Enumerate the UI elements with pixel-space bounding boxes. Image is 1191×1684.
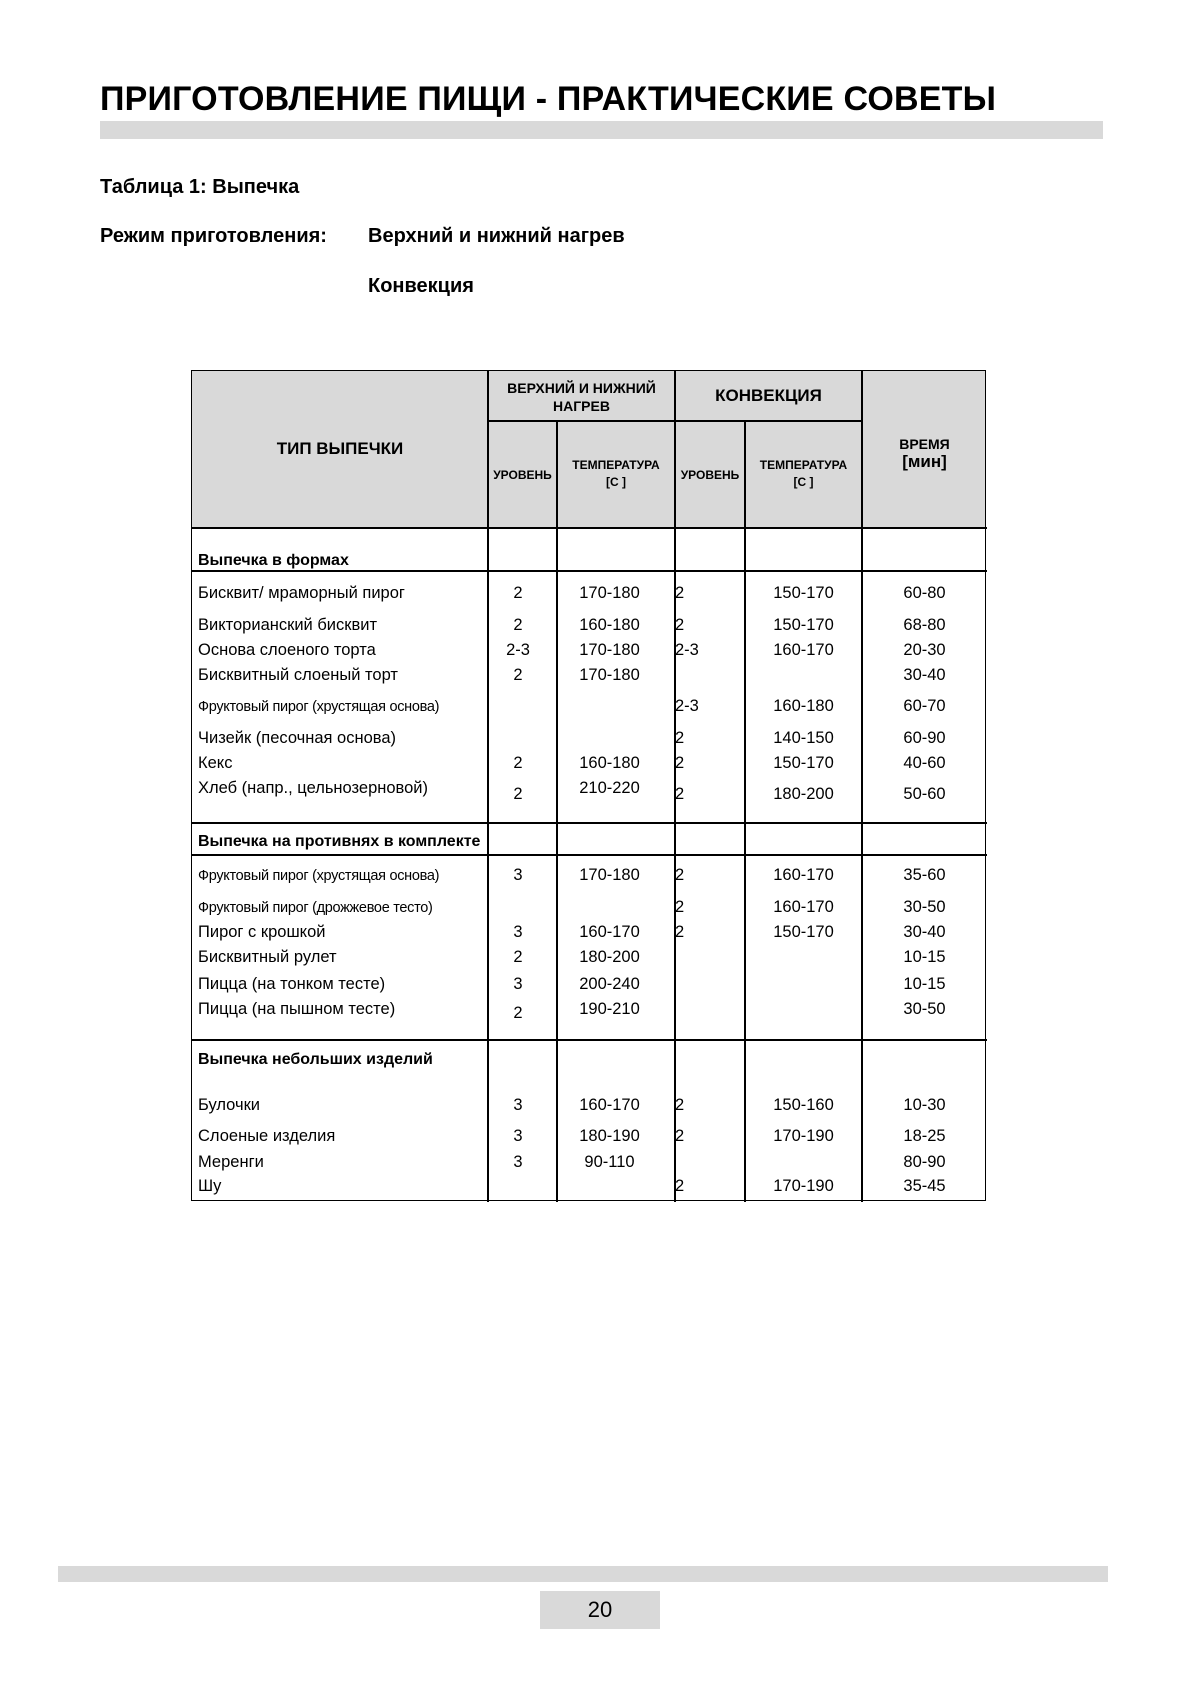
cell-time: 30-40	[903, 923, 946, 941]
cell-name: Булочки	[198, 1096, 261, 1114]
section-title-forms: Выпечка в формах	[198, 552, 349, 569]
cell-temp-convection: 160-170	[773, 866, 834, 884]
cell-level-top-bottom: 3	[513, 923, 523, 941]
cell-temp-convection: 180-200	[773, 785, 834, 803]
header-time	[862, 435, 987, 471]
cell-name: Меренги	[198, 1153, 264, 1171]
cell-level-convection: 2	[675, 866, 685, 884]
cell-level-top-bottom: 2	[513, 584, 523, 602]
cell-name: Чизейк (песочная основа)	[198, 729, 397, 747]
cell-name: Фруктовый пирог (дрожжевое тесто)	[198, 900, 433, 916]
cell-temp-convection: 140-150	[773, 729, 834, 747]
cell-temp-top-bottom: 90-110	[584, 1153, 635, 1171]
grid-line	[488, 420, 862, 422]
table-caption: Таблица 1: Выпечка	[100, 176, 300, 198]
table-row	[192, 697, 987, 719]
cell-name: Фруктовый пирог (хрустящая основа)	[198, 868, 440, 884]
cell-level-top-bottom: 2	[513, 754, 523, 772]
cell-level-convection: 2	[675, 616, 685, 634]
cell-time: 40-60	[903, 754, 946, 772]
cell-name: Пицца (на пышном тесте)	[198, 1000, 396, 1018]
cell-name: Шу	[198, 1177, 222, 1195]
table-row	[192, 666, 987, 688]
cell-level-top-bottom: 2	[513, 948, 523, 966]
grid-line	[192, 1039, 987, 1041]
cell-temp-top-bottom: 160-180	[579, 754, 640, 772]
cell-time: 60-70	[903, 697, 946, 715]
table-row	[192, 584, 987, 606]
table-row	[192, 1177, 987, 1199]
cell-time: 68-80	[903, 616, 946, 634]
cell-temp-top-bottom: 180-200	[579, 948, 640, 966]
cell-temp-convection: 160-180	[773, 697, 834, 715]
cell-time: 60-90	[903, 729, 946, 747]
cell-temp-top-bottom: 180-190	[579, 1127, 640, 1145]
cooking-mode-top-bottom: Верхний и нижний нагрев	[368, 225, 625, 247]
header-level-convection: УРОВЕНЬ	[680, 468, 740, 482]
grid-line	[556, 420, 558, 1202]
cell-temp-top-bottom: 200-240	[579, 975, 640, 993]
table-row	[192, 866, 987, 888]
table-row	[192, 948, 987, 970]
baking-table	[191, 370, 986, 1201]
cell-level-convection: 2	[675, 754, 685, 772]
cell-name: Пицца (на тонком тесте)	[198, 975, 386, 993]
cell-level-top-bottom: 3	[513, 1153, 523, 1171]
cell-temp-top-bottom: 160-180	[579, 616, 640, 634]
cell-time: 20-30	[903, 641, 946, 659]
header-level-top-bottom: УРОВЕНЬ	[493, 468, 552, 482]
table-row	[192, 729, 987, 751]
cell-level-top-bottom: 3	[513, 975, 523, 993]
cell-name: Основа слоеного торта	[198, 641, 376, 659]
header-temp-line2: [С ]	[606, 475, 626, 489]
table-row	[192, 1127, 987, 1149]
section-title-small-items: Выпечка небольших изделий	[198, 1051, 433, 1068]
header-temp-line2: [С ]	[793, 475, 814, 489]
grid-line	[192, 854, 987, 856]
page-title: ПРИГОТОВЛЕНИЕ ПИЩИ - ПРАКТИЧЕСКИЕ СОВЕТЫ	[100, 80, 997, 118]
cell-level-top-bottom: 2-3	[506, 641, 530, 659]
cell-level-convection: 2-3	[675, 697, 699, 715]
header-baking-type: ТИП ВЫПЕЧКИ	[276, 439, 404, 458]
header-temp-line1: ТЕМПЕРАТУРА	[572, 458, 660, 472]
cell-temp-convection: 150-170	[773, 616, 834, 634]
cell-temp-convection: 150-160	[773, 1096, 834, 1114]
header-temp-convection	[745, 457, 862, 491]
table-row	[192, 641, 987, 663]
cell-temp-convection: 160-170	[773, 898, 834, 916]
cell-time: 30-50	[903, 1000, 946, 1018]
cell-level-top-bottom: 2	[513, 1004, 523, 1022]
section-title-trays: Выпечка на противнях в комплекте	[198, 833, 481, 850]
grid-line	[192, 570, 987, 572]
cell-temp-convection: 170-190	[773, 1177, 834, 1195]
cell-level-convection: 2	[675, 1127, 685, 1145]
cell-time: 10-15	[903, 975, 946, 993]
cell-temp-top-bottom: 210-220	[579, 779, 640, 797]
table-row	[192, 1000, 987, 1022]
header-time-line2: [мин]	[902, 452, 947, 471]
cell-name: Бисквит/ мраморный пирог	[198, 584, 405, 602]
cell-temp-top-bottom: 170-180	[579, 641, 640, 659]
cell-level-top-bottom: 3	[513, 1127, 523, 1145]
cell-name: Кекс	[198, 754, 233, 772]
cooking-mode-label: Режим приготовления:	[100, 225, 327, 247]
cell-level-top-bottom: 2	[513, 785, 523, 803]
table-row	[192, 1153, 987, 1175]
grid-line	[744, 420, 746, 1202]
grid-line	[192, 822, 987, 824]
cell-level-convection: 2	[675, 1096, 685, 1114]
cell-time: 30-40	[903, 666, 946, 684]
cell-name: Фруктовый пирог (хрустящая основа)	[198, 699, 440, 715]
cell-time: 60-80	[903, 584, 946, 602]
cell-temp-convection: 160-170	[773, 641, 834, 659]
cell-name: Слоеные изделия	[198, 1127, 336, 1145]
cooking-mode-convection: Конвекция	[368, 275, 474, 297]
table-row	[192, 1096, 987, 1118]
cell-level-convection: 2	[675, 923, 685, 941]
cell-name: Пирог с крошкой	[198, 923, 326, 941]
cell-name: Бисквитный слоеный торт	[198, 666, 398, 684]
cell-level-convection: 2	[675, 898, 685, 916]
cell-level-top-bottom: 2	[513, 666, 523, 684]
cell-time: 10-15	[903, 948, 946, 966]
cell-level-top-bottom: 2	[513, 616, 523, 634]
footer-bar	[58, 1566, 1108, 1582]
cell-temp-convection: 150-170	[773, 754, 834, 772]
cell-time: 18-25	[903, 1127, 946, 1145]
table-row	[192, 779, 987, 801]
table-row	[192, 616, 987, 638]
cell-level-convection: 2	[675, 584, 685, 602]
header-temp-line1: ТЕМПЕРАТУРА	[759, 458, 848, 472]
header-top-bottom-heat	[488, 379, 675, 415]
cell-level-top-bottom: 3	[513, 866, 523, 884]
cell-time: 50-60	[903, 785, 946, 803]
header-temp-top-bottom	[557, 457, 675, 491]
table-row	[192, 754, 987, 776]
cell-temp-convection: 170-190	[773, 1127, 834, 1145]
cell-time: 35-45	[903, 1177, 946, 1195]
cell-temp-top-bottom: 170-180	[579, 584, 640, 602]
header-convection: КОНВЕКЦИЯ	[715, 386, 822, 405]
header-time-line1: ВРЕМЯ	[899, 436, 950, 452]
cell-level-convection: 2	[675, 785, 685, 803]
cell-name: Викторианский бисквит	[198, 616, 378, 634]
cell-temp-top-bottom: 170-180	[579, 866, 640, 884]
cell-level-convection: 2	[675, 1177, 685, 1195]
cell-time: 35-60	[903, 866, 946, 884]
cell-name: Бисквитный рулет	[198, 948, 337, 966]
cell-level-top-bottom: 3	[513, 1096, 523, 1114]
grid-line	[192, 527, 987, 529]
cell-temp-convection: 150-170	[773, 584, 834, 602]
cell-temp-top-bottom: 160-170	[579, 1096, 640, 1114]
cell-name: Хлеб (напр., цельнозерновой)	[198, 779, 429, 797]
cell-temp-convection: 150-170	[773, 923, 834, 941]
cell-level-convection: 2-3	[675, 641, 699, 659]
cell-temp-top-bottom: 170-180	[579, 666, 640, 684]
header-top-bottom-line1: ВЕРХНИЙ И НИЖНИЙ	[507, 380, 656, 396]
cell-time: 80-90	[903, 1153, 946, 1171]
header-top-bottom-line2: НАГРЕВ	[553, 398, 610, 414]
table-row	[192, 898, 987, 920]
cell-time: 30-50	[903, 898, 946, 916]
cell-level-convection: 2	[675, 729, 685, 747]
page-number: 20	[540, 1591, 660, 1629]
table-row	[192, 923, 987, 945]
table-row	[192, 975, 987, 997]
title-underline-bar	[100, 121, 1103, 139]
cell-time: 10-30	[903, 1096, 946, 1114]
cell-temp-top-bottom: 160-170	[579, 923, 640, 941]
cell-temp-top-bottom: 190-210	[579, 1000, 640, 1018]
